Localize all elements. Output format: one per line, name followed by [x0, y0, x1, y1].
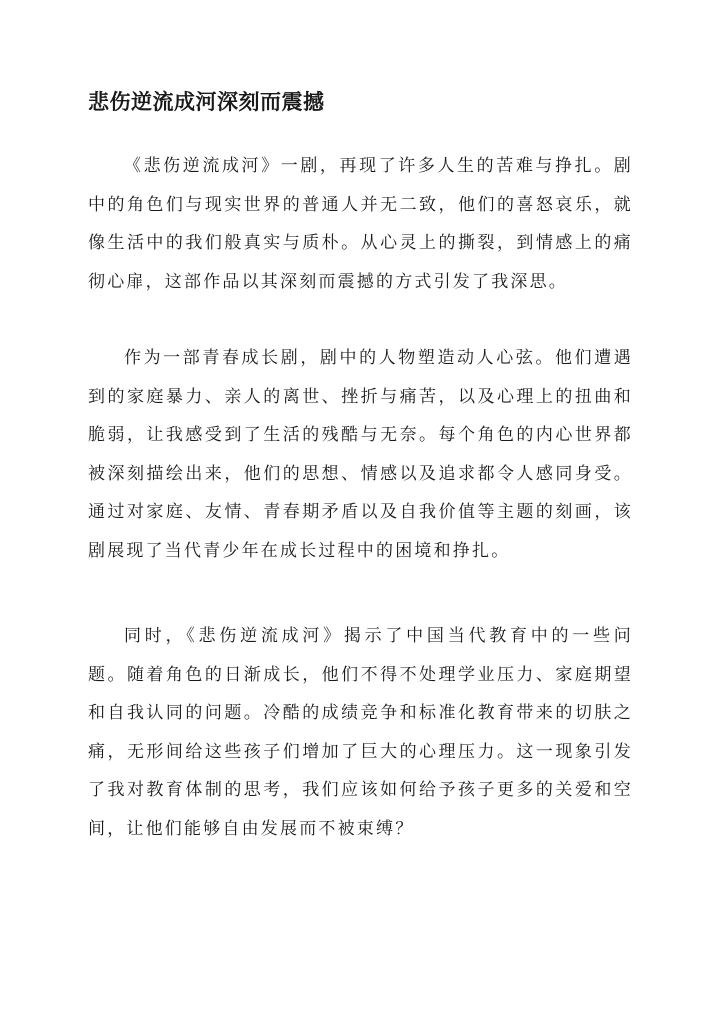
paragraph-1: 《悲伤逆流成河》一剧，再现了许多人生的苦难与挣扎。剧中的角色们与现实世界的普通人并无二致，他们的喜怒哀乐，就像生活中的我们般真实与质朴。从心灵上的撕裂，到情感上的痛彻心扉，这部作品以其深刻而震撼的方式引发了我深思。 [88, 156, 633, 292]
paragraph-3: 同时，《悲伤逆流成河》揭示了中国当代教育中的一些问题。随着角色的日渐成长，他们不得不处理学业压力、家庭期望和自我认同的问题。冷酷的成绩竞争和标准化教育带来的切肤之痛，无形间给这些孩子们增加了巨大的心理压力。这一现象引发了我对教育体制的思考，我们应该如何给予孩子更多的关爱和空间，让他们能够自由发展而不被束缚？ [88, 626, 633, 839]
paragraph-2: 作为一部青春成长剧，剧中的人物塑造动人心弦。他们遭遇到的家庭暴力、亲人的离世、挫折与痛苦，以及心理上的扭曲和脆弱，让我感受到了生活的残酷与无奈。每个角色的内心世界都被深刻描绘出来，他们的思想、情感以及追求都令人感同身受。通过对家庭、友情、青春期矛盾以及自我价值等主题的刻画，该剧展现了当代青少年在成长过程中的困境和挣扎。 [88, 348, 633, 561]
document-title: 悲伤逆流成河深刻而震撼 [88, 89, 325, 114]
